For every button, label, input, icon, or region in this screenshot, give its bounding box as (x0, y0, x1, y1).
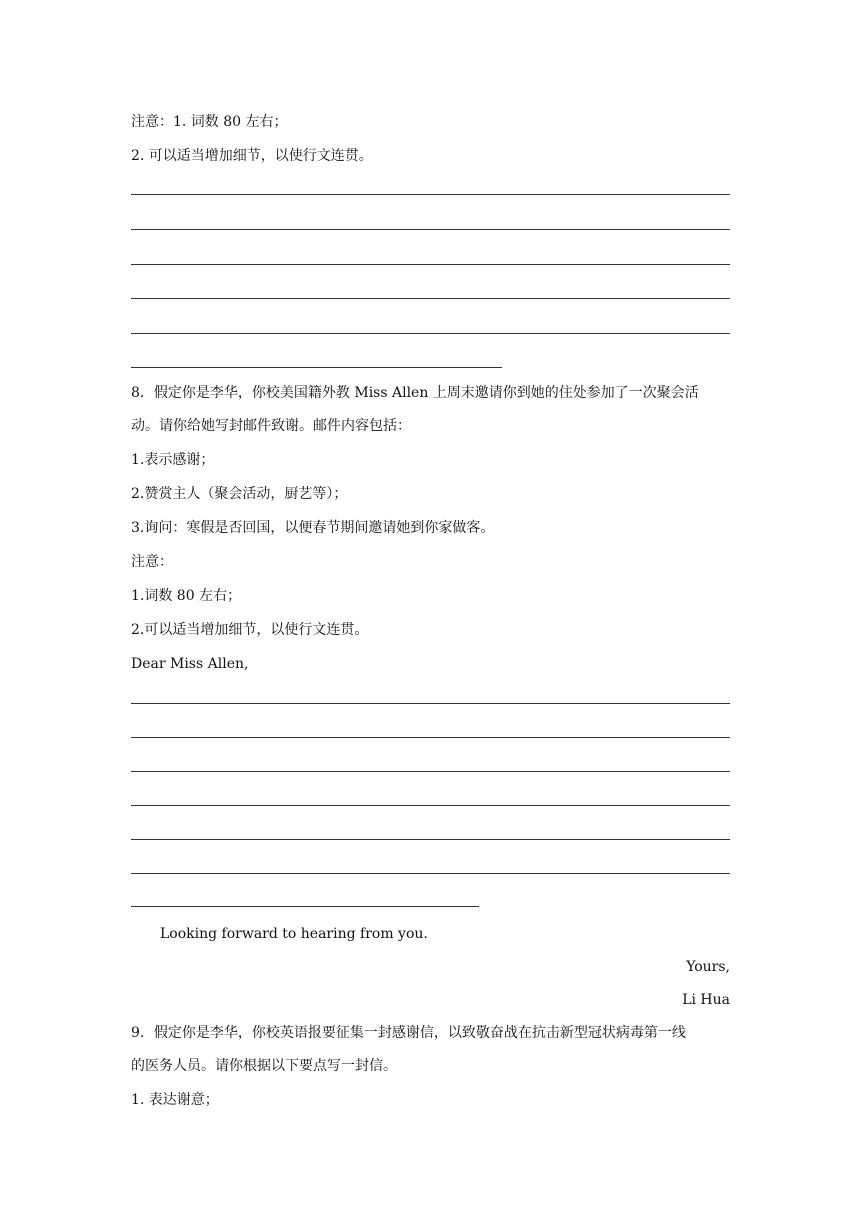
writing-line[interactable] (131, 805, 730, 806)
q8-salutation: Dear Miss Allen, (131, 656, 249, 672)
q8-note-2: 2.可以适当增加细节，以使行文连贯。 (131, 622, 369, 638)
q8-point-1: 1.表示感谢； (131, 452, 215, 468)
writing-line[interactable] (131, 839, 730, 840)
q8-point-2: 2.赞赏主人（聚会活动，厨艺等）； (131, 486, 348, 502)
q8-signature: Li Hua (682, 992, 730, 1008)
q8-closing: Looking forward to hearing from you. (160, 926, 428, 942)
writing-line[interactable] (131, 333, 730, 334)
writing-line[interactable] (131, 873, 730, 874)
q8-point-3: 3.询问：寒假是否回国，以便春节期间邀请她到你家做客。 (131, 520, 495, 536)
q8-prompt-line-2: 动。请你给她写封邮件致谢。邮件内容包括： (131, 418, 411, 434)
q9-prompt-line-1: 9．假定你是李华，你校英语报要征集一封感谢信，以致敬奋战在抗击新型冠状病毒第一线 (131, 1025, 686, 1041)
note-line-1: 注意：1. 词数 80 左右； (131, 114, 288, 130)
q9-point-1: 1. 表达谢意； (131, 1092, 219, 1108)
writing-line[interactable] (131, 298, 730, 299)
writing-line[interactable] (131, 737, 730, 738)
q8-note-heading: 注意： (131, 554, 173, 570)
writing-line[interactable] (131, 906, 479, 907)
q8-prompt-line-1: 8．假定你是李华，你校美国籍外教 Miss Allen 上周末邀请你到她的住处参加了一次聚会活 (131, 385, 699, 401)
writing-line[interactable] (131, 703, 730, 704)
writing-line[interactable] (131, 264, 730, 265)
writing-line[interactable] (131, 367, 502, 368)
writing-line[interactable] (131, 771, 730, 772)
note-line-2: 2. 可以适当增加细节，以使行文连贯。 (131, 148, 373, 164)
q8-signoff: Yours, (686, 959, 730, 975)
writing-line[interactable] (131, 194, 730, 195)
q8-note-1: 1.词数 80 左右； (131, 588, 242, 604)
q9-prompt-line-2: 的医务人员。请你根据以下要点写一封信。 (131, 1058, 397, 1074)
writing-line[interactable] (131, 229, 730, 230)
